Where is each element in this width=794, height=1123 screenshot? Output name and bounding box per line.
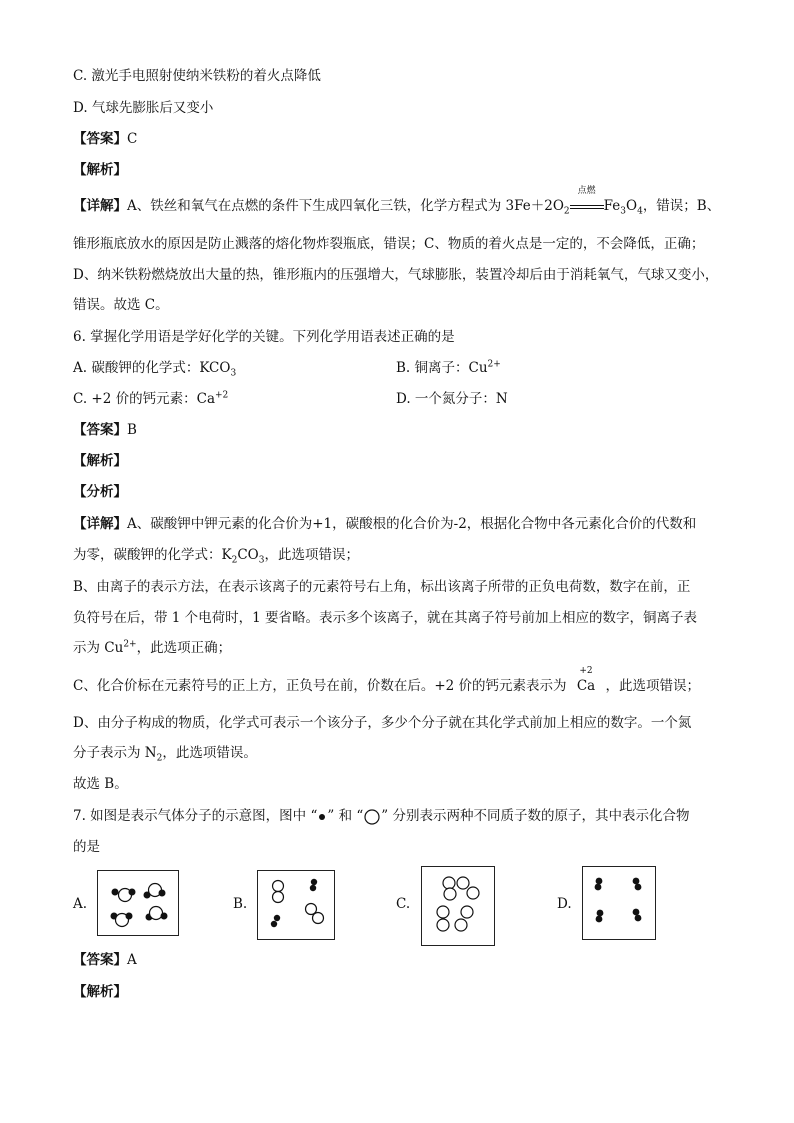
detail-text: A、铁丝和氧气在点燃的条件下生成四氧化三铁，化学方程式为 3Fe＋2O	[127, 198, 564, 214]
q6-detail-line-2	[73, 545, 359, 565]
diagram-d	[582, 866, 656, 940]
q7-analysis-label: 【解析】	[73, 984, 127, 1000]
detail-text: ，错误；B、	[642, 198, 721, 214]
detail-text: C、化合价标在元素符号的正上方，正负号在前，价数在后。+2 价的钙元素表示为	[73, 678, 567, 694]
atom	[437, 919, 449, 931]
q7-answer	[73, 950, 137, 970]
q5-answer	[73, 129, 137, 149]
q7-stem-line-2: 的是	[73, 839, 100, 855]
molecule	[112, 889, 136, 902]
detail-text: ，此选项错误。	[162, 745, 257, 761]
answer-value: B	[127, 422, 137, 438]
diagram-c	[421, 866, 495, 946]
atom	[437, 906, 449, 918]
answer-label: 【答案】	[73, 422, 127, 438]
detail-text: Fe	[603, 198, 621, 214]
answer-value: A	[127, 952, 137, 968]
detail-text: CO	[237, 547, 259, 563]
atom	[457, 877, 469, 889]
subscript: 3	[230, 368, 237, 379]
filled-atom-icon	[317, 811, 327, 823]
diagram-a-molecules	[98, 871, 178, 935]
subscript: 2	[231, 555, 238, 566]
atom	[467, 887, 479, 899]
q6-stem: 6. 掌握化学用语是学好化学的关键。下列化学用语表述正确的是	[73, 329, 455, 345]
q5-detail-line-3: D、纳米铁粉燃烧放出大量的热，锥形瓶内的压强增大，气球膨胀，装置冷却后由于消耗氧气，气球又变小，	[73, 267, 719, 283]
atom	[444, 888, 456, 900]
q5-analysis-label: 【解析】	[73, 162, 127, 178]
subscript: 3	[620, 206, 626, 217]
q5-detail-line-2: 锥形瓶底放水的原因是防止溅落的熔化物炸裂瓶底，错误；C、物质的着火点是一定的，不会降低，正确；	[73, 236, 705, 252]
q6-detail-line-4: 负符号在后，带 1 个电荷时，1 要省略。表示多个该离子，就在其离子符号前加上相应的数字，铜离子表	[73, 610, 698, 626]
diagram-b	[257, 870, 335, 940]
option-text: B. 铜离子：Cu	[396, 360, 488, 376]
q7-stem-line-1	[73, 806, 689, 826]
q6-detail-line-1	[73, 514, 696, 534]
stem-text: ” 分别表示两种不同质子数的原子，其中表示化合物	[381, 808, 690, 824]
q6-detail-line-8	[73, 743, 257, 763]
equals-sign	[570, 205, 604, 209]
diagram-b-molecules	[258, 871, 334, 939]
molecule	[596, 910, 604, 923]
diagram-label-d: D.	[557, 896, 572, 912]
q6-option-b	[396, 358, 501, 378]
detail-text: A、碳酸钾中钾元素的化合价为+1，碳酸根的化合价为-2，根据化合物中各元素化合价的代数和	[127, 516, 697, 532]
ca-with-valence	[576, 666, 596, 696]
superscript: +2	[215, 390, 229, 401]
q6-detail-line-7: D、由分子构成的物质，化学式可表示一个该分子，多少个分子就在其化学式前加上相应的数字。一个氮	[73, 715, 692, 731]
q6-fenxi-label: 【分析】	[73, 484, 127, 500]
molecule	[146, 907, 168, 921]
superscript: 2+	[123, 639, 137, 650]
superscript: 2+	[487, 359, 501, 370]
detail-text: 示为 Cu	[73, 640, 124, 656]
subscript: 4	[637, 206, 643, 217]
molecule	[273, 881, 284, 903]
detail-label: 【详解】	[73, 516, 127, 532]
molecule	[144, 884, 166, 899]
molecule	[633, 878, 642, 891]
molecule	[633, 909, 642, 922]
condition-text: 点燃	[577, 186, 596, 196]
valence-text: +2	[579, 666, 593, 676]
diagram-a	[97, 870, 179, 936]
q6-answer	[73, 420, 137, 440]
atom	[461, 906, 473, 918]
q6-option-a	[73, 358, 236, 378]
diagram-label-a: A.	[73, 896, 88, 912]
answer-value: C	[127, 131, 138, 147]
q6-option-c	[73, 389, 228, 409]
q6-detail-line-3: B、由离子的表示方法，在表示该离子的元素符号右上角，标出该离子所带的正负电荷数，数字在前，正	[73, 579, 691, 595]
detail-text: ，此选项错误；	[605, 678, 701, 694]
q5-option-d: D. 气球先膨胀后又变小	[73, 100, 214, 116]
subscript: 2	[156, 753, 163, 764]
atom	[455, 919, 467, 931]
answer-label: 【答案】	[73, 952, 127, 968]
molecule	[595, 878, 603, 891]
molecule	[310, 879, 317, 891]
detail-text: 为零，碳酸钾的化学式：K	[73, 547, 232, 563]
reaction-condition	[570, 186, 604, 216]
detail-text: ，此选项正确；	[136, 640, 232, 656]
detail-text: O	[626, 198, 638, 214]
q5-option-c: C. 激光手电照射使纳米铁粉的着火点降低	[73, 68, 321, 84]
q6-analysis-label: 【解析】	[73, 453, 127, 469]
q5-detail-line-4: 错误。故选 C。	[73, 297, 169, 313]
q6-detail-line-6	[73, 666, 701, 696]
atom	[443, 877, 455, 889]
molecule	[111, 913, 133, 927]
molecule	[306, 904, 324, 924]
diagram-d-molecules	[583, 867, 655, 939]
open-atom-icon	[363, 808, 381, 826]
diagram-label-b: B.	[233, 896, 248, 912]
detail-label: 【详解】	[73, 198, 127, 214]
subscript: 2	[563, 206, 570, 217]
stem-text: ” 和 “	[327, 808, 364, 824]
stem-text: 7. 如图是表示气体分子的示意图，图中 “	[73, 808, 318, 824]
q6-detail-line-5	[73, 638, 231, 658]
q6-option-d	[396, 389, 508, 409]
diagram-c-molecules	[422, 867, 494, 945]
answer-label: 【答案】	[73, 131, 127, 147]
option-text: A. 碳酸钾的化学式：KCO	[73, 360, 231, 376]
option-text: D. 一个氮分子：N	[396, 391, 508, 407]
subscript: 3	[258, 555, 265, 566]
q6-detail-line-9: 故选 B。	[73, 776, 128, 792]
q5-detail-line-1	[73, 186, 721, 217]
molecule	[271, 915, 280, 927]
detail-text: 分子表示为 N	[73, 745, 157, 761]
option-text: C. +2 价的钙元素：Ca	[73, 391, 216, 407]
diagram-label-c: C.	[396, 896, 411, 912]
detail-text: ，此选项错误；	[264, 547, 359, 563]
element-symbol: Ca	[576, 678, 596, 694]
